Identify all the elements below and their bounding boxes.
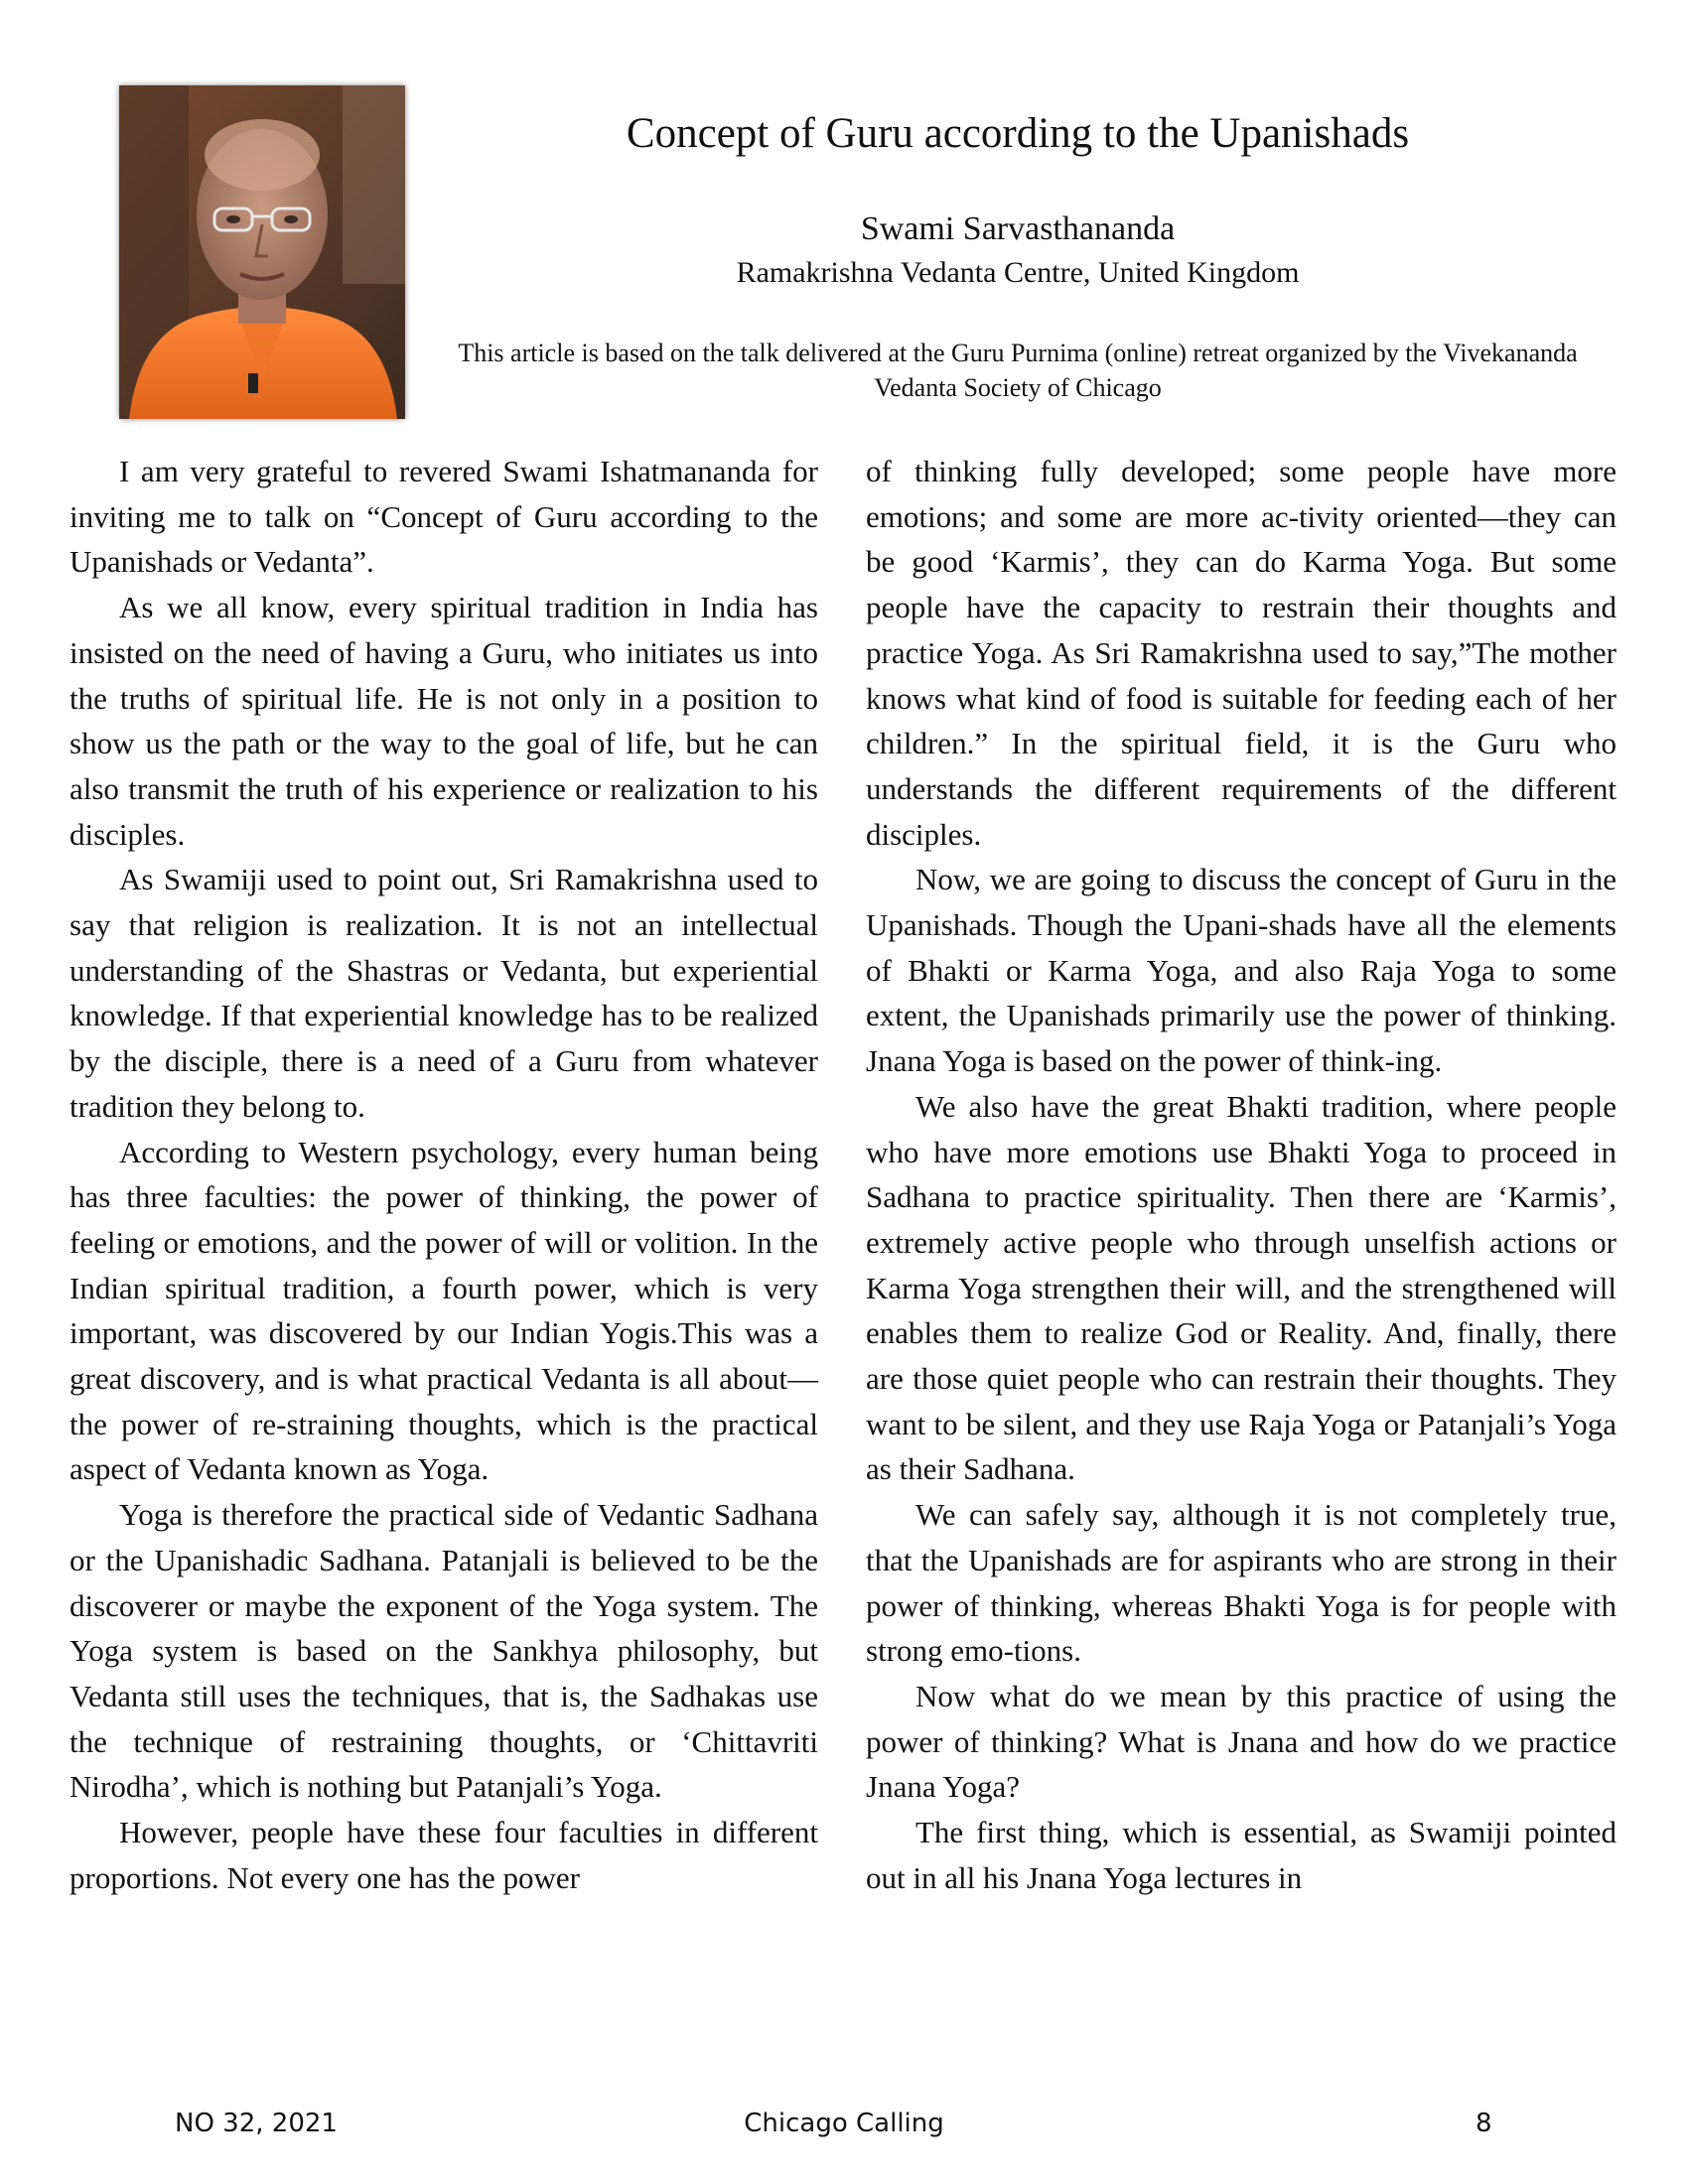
author-photo [119,85,405,419]
footer-issue: NO 32, 2021 [175,2109,338,2138]
right-column [866,449,1617,1901]
footer-publication: Chicago Calling [744,2109,944,2138]
paragraph: According to Western psychology, every human being has three faculties: the power of thinking, the power of feeling or emotions, and the power of will or volition. In the Indian spiritual tradition, a fourth power, which is very important, was discovered by our Indian Yogis.This was a great discovery, and is what practical Vedanta is all about—the power of re-straining thoughts, which is the practical aspect of Vedanta known as Yoga. [70,1134,818,1487]
paragraph: We also have the great Bhakti tradition, where people who have more emotions use Bhakti Yoga to proceed in Sadhana to practice spirituality. Then there are ‘Karmis’, extremely active people who through unselfish actions or Karma Yoga strengthen their will, and the strengthened will enables them to realize God or Reality. And, finally, there are those quiet people who can restrain their thoughts. They want to be silent, and they use Raja Yoga or Patanjali’s Yoga as their Sadhana. [866,1088,1617,1487]
paragraph: As we all know, every spiritual tradition in India has insisted on the need of having a Guru, who initiates us into the truths of spiritual life. He is not only in a position to show us the path or the way to the goal of life, but he can also transmit the truth of his experience or realization to his disciples. [70,590,818,852]
paragraph-continuation: of thinking fully developed; some people have more emotions; and some are more ac-tivity oriented—they can be good ‘Karmis’, they can do Karma Yoga. But some people have the capacity to restrain their thoughts and practice Yoga. As Sri Ramakrishna used to say,”The mother knows what kind of food is suitable for feeding each of her children.” In the spiritual field, it is the Guru who understands the different requirements of the different disciples. [866,454,1617,852]
paragraph: We can safely say, although it is not completely true, that the Upanishads are for aspirants who are strong in their power of thinking, whereas Bhakti Yoga is for people with strong emo-tions. [866,1497,1617,1669]
author-name: Swami Sarvasthananda [860,210,1176,247]
paragraph: As Swamiji used to point out, Sri Ramakrishna used to say that religion is realization. It is not an intellectual understanding of the Shastras or Vedanta, but experiential knowledge. If that experiential knowledge has to be realized by the disciple, there is a need of a Guru from whatever tradition they belong to. [70,862,818,1124]
author-organization: Ramakrishna Vedanta Centre, United Kingdom [736,256,1300,289]
article-note: This article is based on the talk delivered at the Guru Purnima (online) retreat organized by the Vivekananda Vedanta Society of Chicago [458,339,1578,402]
footer-page-number: 8 [1476,2109,1492,2138]
paragraph: Now, we are going to discuss the concept of Guru in the Upanishads. Though the Upani-shads have all the elements of Bhakti or Karma Yoga, and also Raja Yoga to some extent, the Upanishads primarily use the power of thinking. Jnana Yoga is based on the power of think-ing. [866,862,1617,1079]
paragraph: Yoga is therefore the practical side of Vedantic Sadhana or the Upanishadic Sadhana. Patanjali is believed to be the discoverer or maybe the exponent of the Yoga system. The Yoga system is based on the Sankhya philosophy, but Vedanta still uses the techniques, that is, the Sadhakas use the technique of restraining thoughts, or ‘Chittavriti Nirodha’, which is nothing but Patanjali’s Yoga. [70,1497,818,1805]
article-title: Concept of Guru according to the Upanishads [626,110,1410,157]
paragraph: The first thing, which is essential, as Swamiji pointed out in all his Jnana Yoga lectures in [866,1815,1617,1895]
left-column [70,449,818,1901]
paragraph: I am very grateful to revered Swami Ishatmananda for inviting me to talk on “Concept of Guru according to the Upanishads or Vedanta”. [70,454,818,580]
paragraph: However, people have these four faculties in different proportions. Not every one has the power [70,1815,818,1895]
paragraph: Now what do we mean by this practice of using the power of thinking? What is Jnana and how do we practice Jnana Yoga? [866,1678,1617,1805]
author-photo-icon [119,85,405,419]
